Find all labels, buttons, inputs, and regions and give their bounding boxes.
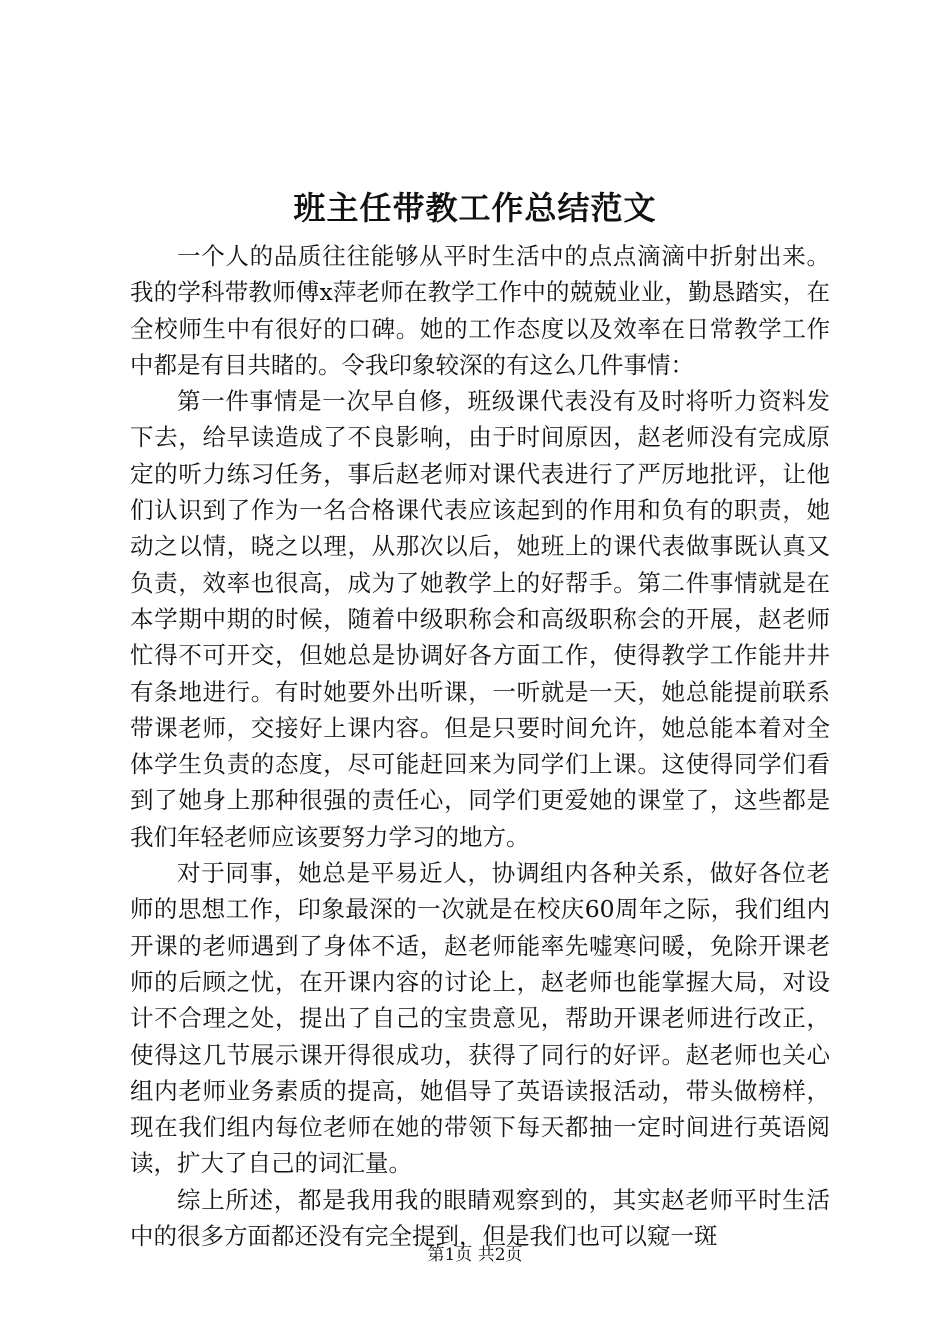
document-body	[130, 238, 830, 1254]
paragraph-3: 对于同事，她总是平易近人，协调组内各种关系，做好各位老师的思想工作，印象最深的一次就是在校庆60周年之际，我们组内开课的老师遇到了身体不适，赵老师能率先嘘寒问暖，免除开课老师的后顾之忧，在开课内容的讨论上，赵老师也能掌握大局，对设计不合理之处，提出了自己的宝贵意见，帮助开课老师进行改正，使得这几节展示课开得很成功，获得了同行的好评。赵老师也关心组内老师业务素质的提高，她倡导了英语读报活动，带头做榜样，现在我们组内每位老师在她的带领下每天都抽一定时间进行英语阅读，扩大了自己的词汇量。	[130, 859, 830, 1178]
document-title: 班主任带教工作总结范文	[293, 189, 657, 227]
page-number-footer: 第1页 共2页	[427, 1245, 523, 1265]
paragraph-2: 第一件事情是一次早自修，班级课代表没有及时将听力资料发下去，给早读造成了不良影响，由于时间原因，赵老师没有完成原定的听力练习任务，事后赵老师对课代表进行了严厉地批评，让他们认识到了作为一名合格课代表应该起到的作用和负有的职责，她动之以情，晓之以理，从那次以后，她班上的课代表做事既认真又负责，效率也很高，成为了她教学上的好帮手。第二件事情就是在本学期中期的时候，随着中级职称会和高级职称会的开展，赵老师忙得不可开交，但她总是协调好各方面工作，使得教学工作能井井有条地进行。有时她要外出听课，一听就是一天，她总能提前联系带课老师，交接好上课内容。但是只要时间允许，她总能本着对全体学生负责的态度，尽可能赶回来为同学们上课。这使得同学们看到了她身上那种很强的责任心，同学们更爱她的课堂了，这些都是我们年轻老师应该要努力学习的地方。	[130, 387, 830, 851]
paragraph-4: 综上所述，都是我用我的眼睛观察到的，其实赵老师平时生活中的很多方面都还没有完全提到，但是我们也可以窥一斑	[130, 1185, 830, 1251]
paragraph-1: 一个人的品质往往能够从平时生活中的点点滴滴中折射出来。我的学科带教师傅x萍老师在教学工作中的兢兢业业，勤恳踏实，在全校师生中有很好的口碑。她的工作态度以及效率在日常教学工作中都是有目共睹的。令我印象较深的有这么几件事情：	[130, 242, 830, 379]
